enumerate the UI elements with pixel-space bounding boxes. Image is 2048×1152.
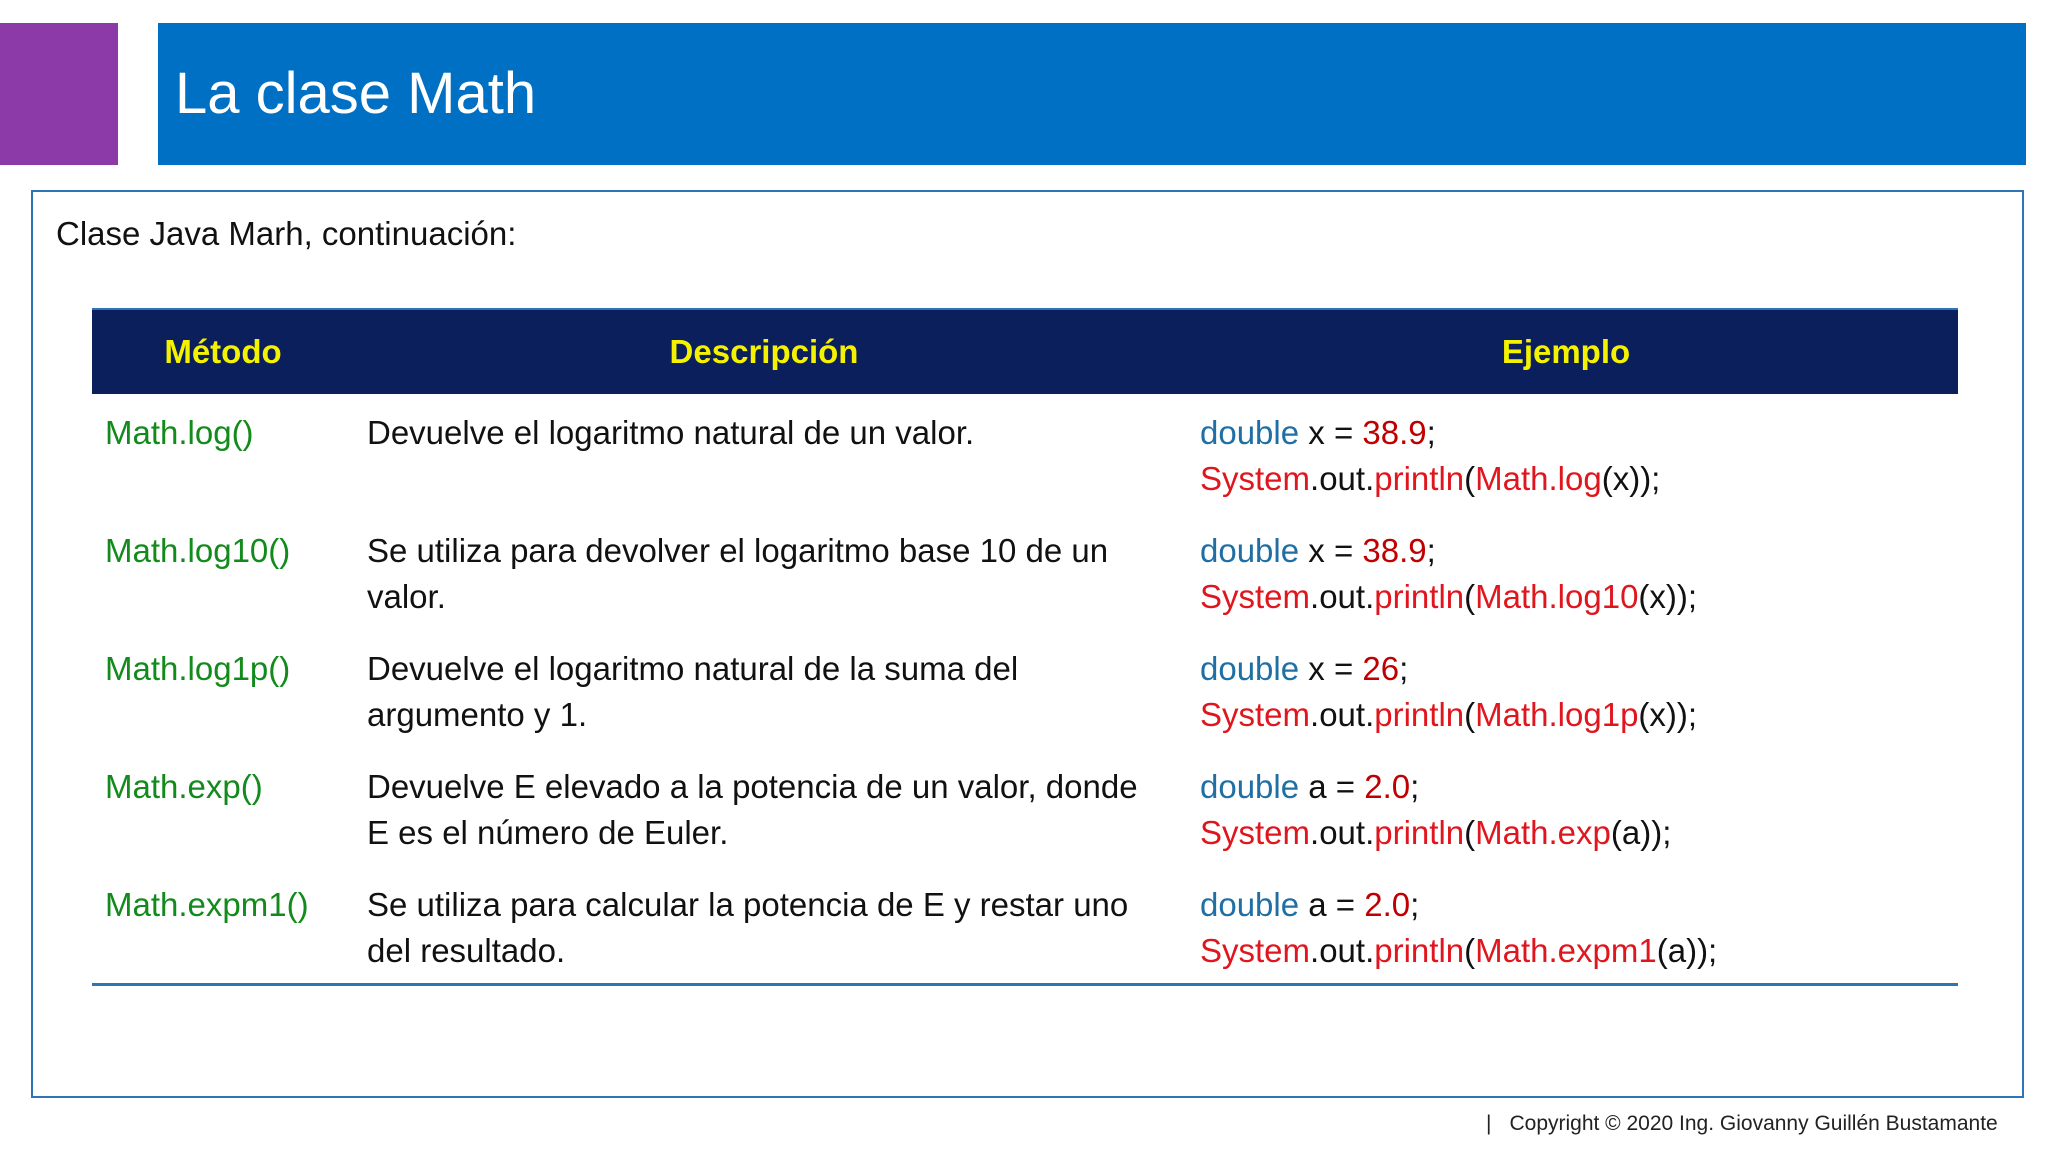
code-example bbox=[1200, 410, 1960, 502]
table-bottom-border bbox=[92, 983, 1958, 986]
code-println: println bbox=[1374, 578, 1465, 615]
method-name: Math.log() bbox=[105, 414, 254, 451]
method-name: Math.expm1() bbox=[105, 886, 309, 923]
code-line-print: System.out.println(Math.log(x)); bbox=[1200, 460, 1661, 497]
code-example bbox=[1200, 882, 1960, 974]
code-argument: (x)); bbox=[1601, 460, 1661, 497]
code-variable: x bbox=[1308, 414, 1325, 451]
method-name: Math.exp() bbox=[105, 768, 263, 805]
code-system: System bbox=[1200, 460, 1311, 497]
code-variable: x bbox=[1308, 532, 1325, 569]
accent-square bbox=[0, 23, 118, 165]
method-name: Math.log10() bbox=[105, 532, 291, 569]
code-variable: x bbox=[1308, 650, 1325, 687]
code-line-declaration: double x = 38.9; bbox=[1200, 532, 1436, 569]
code-argument: (x)); bbox=[1638, 696, 1698, 733]
code-number: 2.0 bbox=[1364, 886, 1411, 923]
code-out: .out. bbox=[1310, 814, 1375, 851]
methods-table bbox=[92, 308, 1958, 1000]
code-keyword: double bbox=[1200, 650, 1300, 687]
table-row bbox=[92, 646, 1958, 764]
table-row bbox=[92, 410, 1958, 528]
code-example bbox=[1200, 646, 1960, 738]
code-argument: (a)); bbox=[1610, 814, 1672, 851]
footer-separator: | bbox=[1486, 1112, 1492, 1135]
code-line-print: System.out.println(Math.log1p(x)); bbox=[1200, 696, 1698, 733]
code-keyword: double bbox=[1200, 886, 1300, 923]
code-example bbox=[1200, 764, 1960, 856]
code-number: 26 bbox=[1362, 650, 1400, 687]
code-function: Math.log bbox=[1475, 460, 1602, 497]
method-name: Math.log1p() bbox=[105, 650, 291, 687]
code-println: println bbox=[1374, 814, 1465, 851]
code-example bbox=[1200, 528, 1960, 620]
method-description: Devuelve el logaritmo natural de un valor. bbox=[367, 414, 975, 451]
method-description: Devuelve E elevado a la potencia de un valor, donde E es el número de Euler. bbox=[367, 768, 1138, 851]
code-number: 2.0 bbox=[1364, 768, 1411, 805]
code-variable: a bbox=[1308, 886, 1327, 923]
slide-title: La clase Math bbox=[175, 61, 537, 126]
method-description: Devuelve el logaritmo natural de la suma del argumento y 1. bbox=[367, 650, 1019, 733]
code-argument: (a)); bbox=[1656, 932, 1718, 969]
code-line-declaration: double x = 38.9; bbox=[1200, 414, 1436, 451]
code-line-print: System.out.println(Math.exp(a)); bbox=[1200, 814, 1672, 851]
code-out: .out. bbox=[1310, 578, 1375, 615]
code-line-declaration: double a = 2.0; bbox=[1200, 886, 1420, 923]
intro-text: Clase Java Marh, continuación: bbox=[56, 215, 517, 252]
table-row bbox=[92, 764, 1958, 882]
code-keyword: double bbox=[1200, 414, 1300, 451]
code-system: System bbox=[1200, 696, 1311, 733]
code-println: println bbox=[1374, 696, 1465, 733]
code-line-declaration: double x = 26; bbox=[1200, 650, 1409, 687]
header-method: Método bbox=[164, 333, 282, 370]
footer bbox=[1486, 1110, 1998, 1138]
header-example: Ejemplo bbox=[1501, 333, 1631, 370]
header-description: Descripción bbox=[669, 333, 859, 370]
code-out: .out. bbox=[1310, 932, 1375, 969]
code-line-print: System.out.println(Math.log10(x)); bbox=[1200, 578, 1698, 615]
table-header bbox=[92, 308, 1958, 394]
code-out: .out. bbox=[1310, 696, 1375, 733]
copyright-text: Copyright © 2020 Ing. Giovanny Guillén Bustamante bbox=[1509, 1112, 1998, 1135]
code-println: println bbox=[1374, 460, 1465, 497]
code-argument: (x)); bbox=[1638, 578, 1698, 615]
method-description: Se utiliza para calcular la potencia de E y restar uno del resultado. bbox=[367, 886, 1129, 969]
code-function: Math.log1p bbox=[1475, 696, 1639, 733]
code-function: Math.exp bbox=[1475, 814, 1611, 851]
code-number: 38.9 bbox=[1362, 532, 1427, 569]
code-keyword: double bbox=[1200, 768, 1300, 805]
code-system: System bbox=[1200, 932, 1311, 969]
code-println: println bbox=[1374, 932, 1465, 969]
code-function: Math.expm1 bbox=[1475, 932, 1657, 969]
table-row bbox=[92, 528, 1958, 646]
code-number: 38.9 bbox=[1362, 414, 1427, 451]
code-variable: a bbox=[1308, 768, 1327, 805]
code-system: System bbox=[1200, 814, 1311, 851]
code-function: Math.log10 bbox=[1475, 578, 1639, 615]
code-keyword: double bbox=[1200, 532, 1300, 569]
code-line-declaration: double a = 2.0; bbox=[1200, 768, 1420, 805]
method-description: Se utiliza para devolver el logaritmo base 10 de un valor. bbox=[367, 532, 1109, 615]
code-system: System bbox=[1200, 578, 1311, 615]
code-line-print: System.out.println(Math.expm1(a)); bbox=[1200, 932, 1718, 969]
code-out: .out. bbox=[1310, 460, 1375, 497]
